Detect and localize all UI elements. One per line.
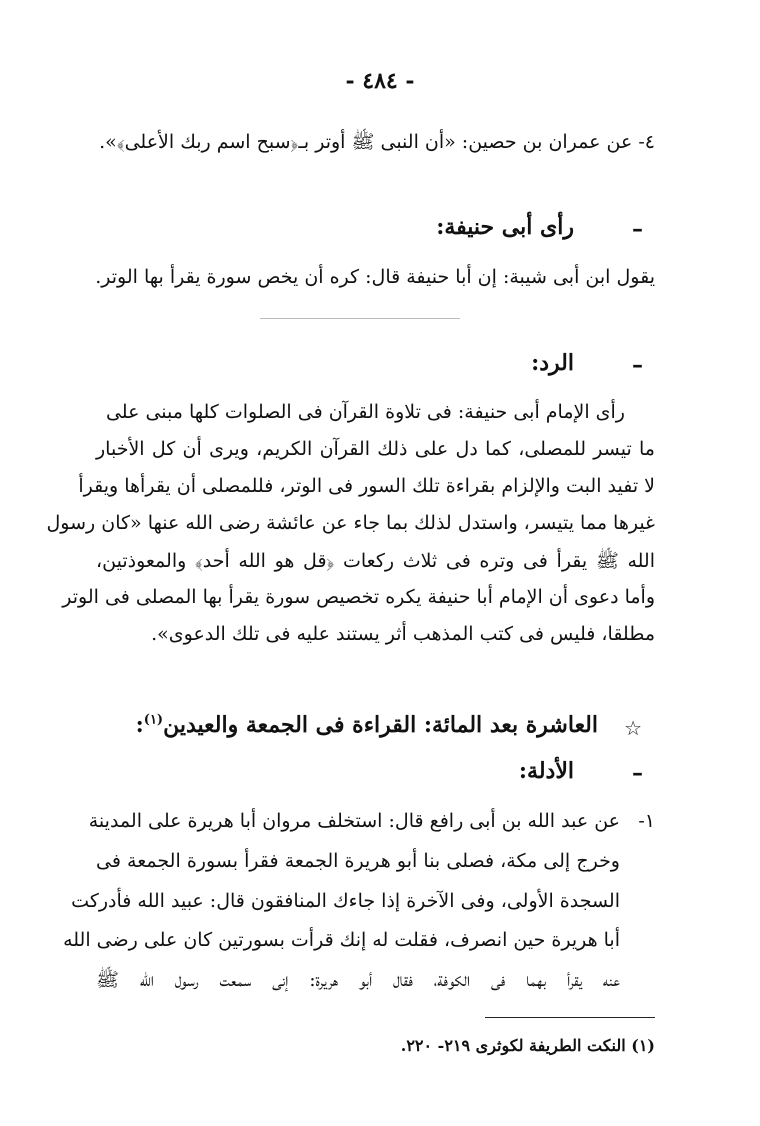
star-icon: ☆ (624, 716, 642, 740)
footnote-1: (١) النكت الطريفة لكوثرى ٢١٩- ٢٢٠. (400, 1036, 655, 1055)
heading-evidence: الأدلة: (518, 758, 574, 784)
reply-line-2: ما تيسر للمصلى، كما دل على ذلك القرآن الكريم، ويرى أن كل الأخبار (96, 438, 655, 460)
heading-reading-friday-eids (136, 712, 598, 738)
evidence-1-line-4: أبا هريرة حين انصرف، فقلت له إنك قرأت بسورتين كان على رضى الله (63, 929, 620, 951)
reply-line-7: مطلقا، فليس فى كتب المذهب أثر يستند عليه فى تلك الدعوى». (151, 623, 655, 645)
section-dash: – (632, 352, 643, 378)
evidence-1-line-3: السجدة الأولى، وفى الآخرة إذا جاءك المنافقون قال: عبيد الله فأدركت (71, 890, 620, 912)
light-divider (260, 318, 460, 319)
heading-abu-hanifa-opinion: رأى أبى حنيفة: (436, 214, 574, 240)
reply-line-3: لا تفيد البت والإلزام بقراءة تلك السور فى الوتر، فللمصلى أن يقرأها ويقرأ (78, 475, 655, 497)
reply-line-4: غيرها مما يتيسر، واستدل لذلك بما جاء عن عائشة رضى الله عنها «كان رسول (46, 512, 655, 534)
footnote-marker: (١) (143, 712, 164, 728)
reply-line-5: الله ﷺ يقرأ فى وتره فى ثلاث ركعات ﴿قل هو الله أحد﴾ والمعوذتين، (96, 550, 655, 572)
evidence-1-line-2: وخرج إلى مكة، فصلى بنا أبو هريرة الجمعة فقرأ بسورة الجمعة فى (96, 850, 620, 872)
reply-line-1: رأى الإمام أبى حنيفة: فى تلاوة القرآن فى الصلوات كلها مبنى على (105, 401, 625, 423)
heading-110-colon: : (135, 712, 144, 738)
page-number: - ٤٨٤ - (345, 68, 415, 94)
footnote-divider (485, 1017, 655, 1018)
heading-reply: الرد: (531, 350, 574, 376)
reply-line-6: وأما دعوى أن الإمام أبا حنيفة يكره تخصيص سورة يقرأ بها المصلى فى الوتر (62, 586, 655, 608)
heading-110-text: العاشرة بعد المائة: القراءة فى الجمعة والعيدين (163, 712, 598, 738)
section-dash: – (632, 216, 643, 242)
evidence-1-line-1: عن عبد الله بن أبى رافع قال: استخلف مروان أبا هريرة على المدينة (88, 810, 620, 832)
abu-hanifa-opinion-text: يقول ابن أبى شيبة: إن أبا حنيفة قال: كره أن يخص سورة يقرأ بها الوتر. (95, 266, 655, 288)
evidence-1-line-5: عنه يقرأ بهما فى الكوفة، فقال أبو هريرة: إنى سمعت رسول الله ﷺ (96, 969, 620, 991)
section-dash: – (632, 760, 643, 786)
evidence-number-1: ١- (638, 810, 655, 832)
hadith-item-4: ٤- عن عمران بن حصين: «أن النبى ﷺ أوتر بـ﴿سبح اسم ربك الأعلى﴾». (99, 131, 655, 153)
